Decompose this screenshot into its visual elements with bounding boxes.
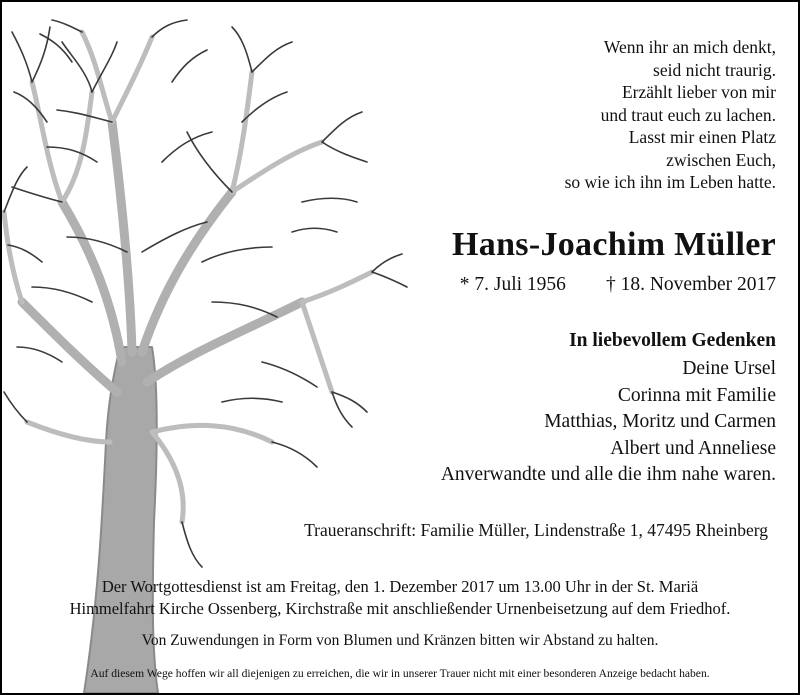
mourners-heading: In liebevollem Gedenken: [569, 330, 776, 351]
mourners-list: [441, 356, 776, 489]
life-dates: [460, 274, 776, 296]
mourner-line: Matthias, Moritz und Carmen: [544, 411, 776, 432]
poem-line: Lasst mir einen Platz: [628, 127, 776, 147]
birth-date: * 7. Juli 1956: [459, 274, 566, 295]
deceased-name: Hans-Joachim Müller: [452, 226, 776, 263]
service-info: [2, 576, 798, 619]
mourning-address: Traueranschrift: Familie Müller, Lindenstraße 1, 47495 Rheinberg: [304, 520, 768, 540]
poem-line: Erzählt lieber von mir: [621, 82, 776, 102]
poem-line: seid nicht traurig.: [653, 59, 776, 80]
service-line: Himmelfahrt Kirche Ossenberg, Kirchstraße mit anschließender Urnenbeisetzung auf dem Friedhof.: [69, 598, 731, 618]
poem-line: zwischen Euch,: [666, 149, 776, 170]
poem-line: so wie ich ihn im Leben hatte.: [564, 172, 776, 192]
service-line: Der Wortgottesdienst ist am Freitag, den 1. Dezember 2017 um 13.00 Uhr in der St. Mariä: [101, 577, 699, 596]
mourner-line: Anverwandte und alle die ihm nahe waren.: [440, 464, 776, 485]
poem-line: und traut euch zu lachen.: [600, 104, 776, 125]
flowers-note: Von Zuwendungen in Form von Blumen und Kränzen bitten wir Abstand zu halten.: [141, 632, 659, 649]
poem: [565, 36, 776, 194]
mourner-line: Deine Ursel: [682, 358, 776, 379]
mourner-line: Corinna mit Familie: [617, 384, 776, 406]
death-date: † 18. November 2017: [605, 274, 776, 295]
thanks-note: Auf diesem Wege hoffen wir all diejenigen zu erreichen, die wir in unserer Trauer nicht mit einer besonderen Anzeige bedacht haben.: [90, 667, 710, 680]
poem-line: Wenn ihr an mich denkt,: [603, 37, 776, 57]
mourner-line: Albert und Anneliese: [610, 437, 776, 459]
